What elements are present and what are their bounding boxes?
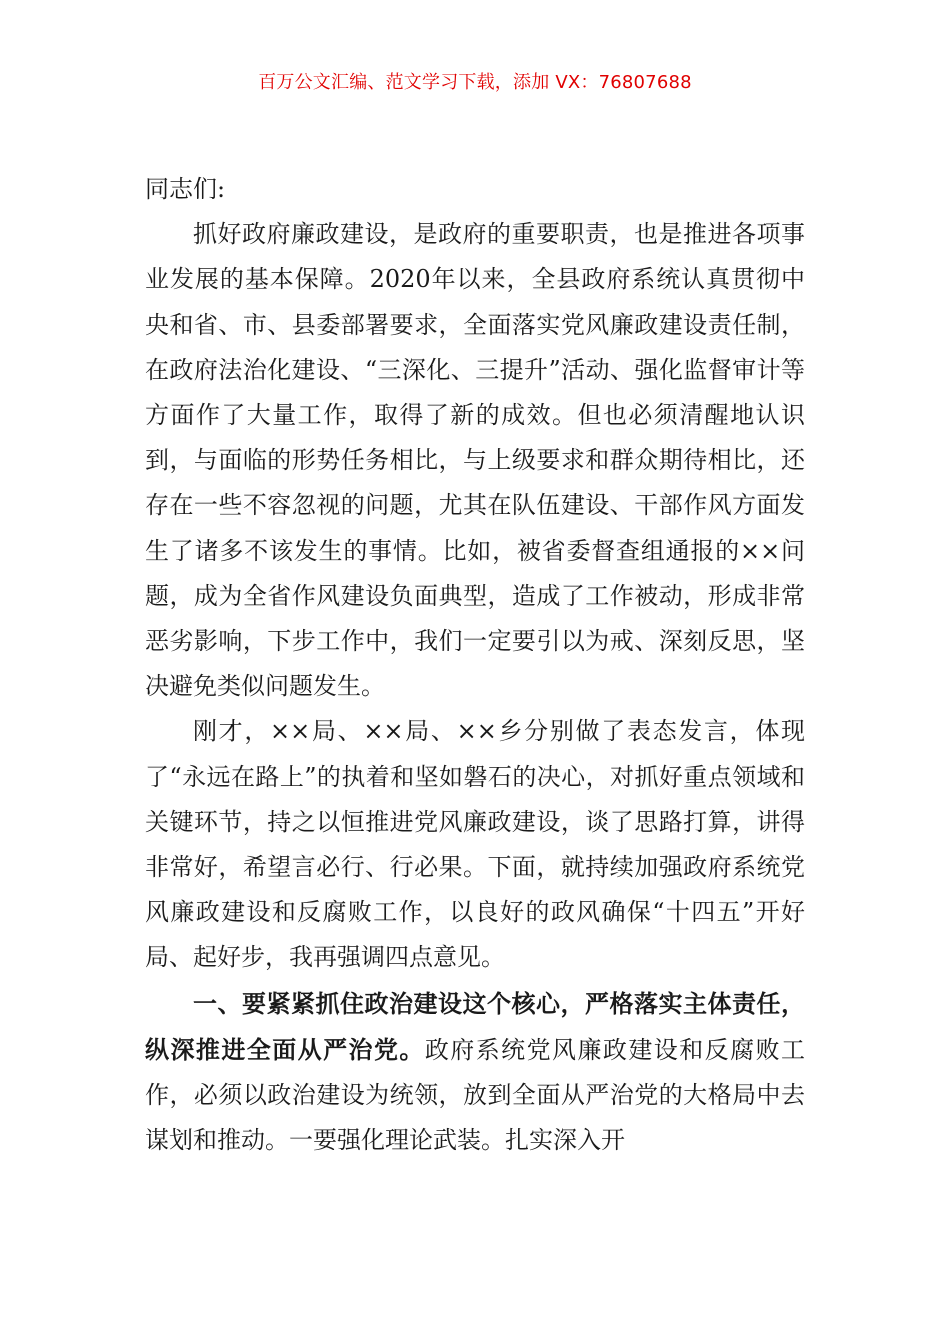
header-banner: 百万公文汇编、范文学习下载，添加 VX：76807688	[258, 72, 692, 93]
salutation: 同志们:	[145, 175, 226, 203]
document-body	[145, 167, 805, 1163]
paragraph-2: 刚才，××局、××局、××乡分别做了表态发言，体现了“永远在路上”的执着和坚如磐石的决心，对抓好重点领域和关键环节，持之以恒推进党风廉政建设，谈了思路打算，讲得非常好，希望言必行、行必果。下面，就持续加强政府系统党风廉政建设和反腐败工作，以良好的政风确保“十四五”开好局、起好步，我再强调四点意见。	[145, 717, 805, 972]
paragraph-1: 抓好政府廉政建设，是政府的重要职责，也是推进各项事业发展的基本保障。2020年以来，全县政府系统认真贯彻中央和省、市、县委部署要求，全面落实党风廉政建设责任制，在政府法治化建设、“三深化、三提升”活动、强化监督审计等方面作了大量工作，取得了新的成效。但也必须清醒地认识到，与面临的形势任务相比，与上级要求和群众期待相比，还存在一些不容忽视的问题，尤其在队伍建设、干部作风方面发生了诸多不该发生的事情。比如，被省委督查组通报的××问题，成为全省作风建设负面典型，造成了工作被动，形成非常恶劣影响，下步工作中，我们一定要引以为戒、深刻反思，坚决避免类似问题发生。	[145, 220, 805, 701]
section-body: 政府系统党风廉政建设和反腐败工作，必须以政治建设为统领，放到全面从严治党的大格局中去谋划和推动。一要强化理论武装。扎实深入开	[145, 1035, 806, 1155]
section-heading: 一、要紧紧抓住政治建设这个核心，严格落实主体责任，纵深推进全面从严治党。	[145, 988, 805, 1064]
paragraph-3	[145, 981, 805, 1164]
